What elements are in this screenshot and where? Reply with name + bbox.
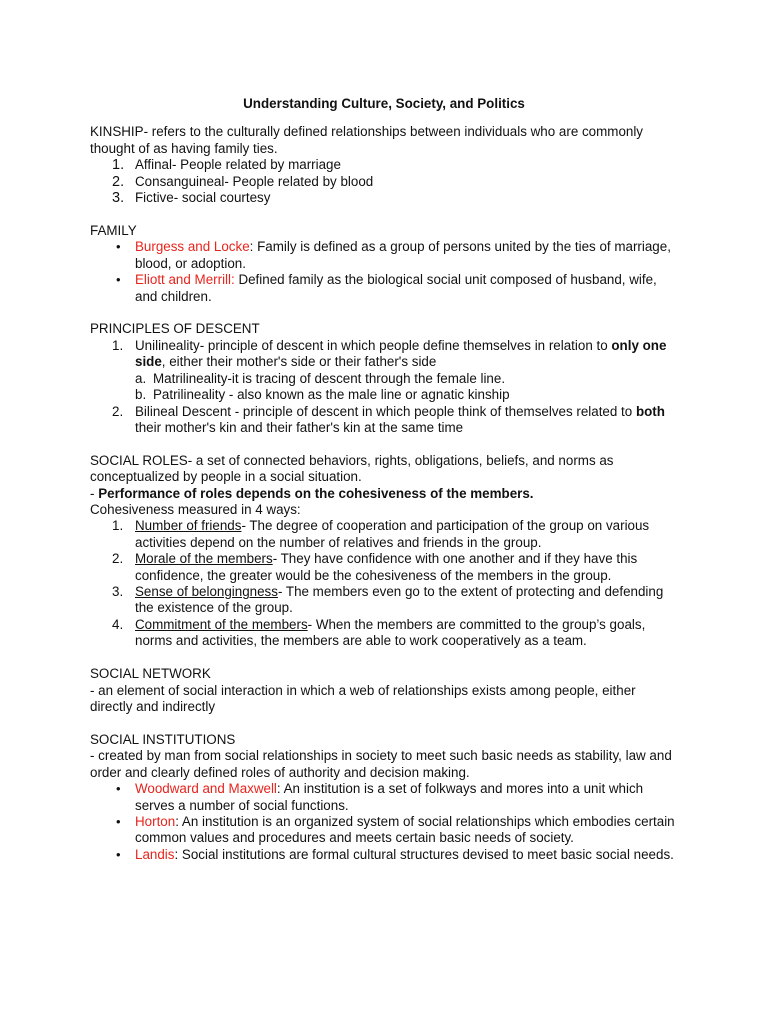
list-item [90, 584, 678, 617]
list-number: 2. [112, 173, 125, 190]
cohesiveness-list [90, 518, 678, 649]
bullet-icon: • [116, 813, 121, 829]
kinship-intro: KINSHIP- refers to the culturally defined relationships between individuals who are commonly thought of as having family ties. [90, 124, 644, 156]
roles-section [90, 453, 678, 650]
institutions-list [90, 781, 678, 863]
list-item [90, 551, 678, 584]
list-item-text: Affinal- People related by marriage [135, 157, 341, 173]
bullet-icon: • [116, 846, 121, 862]
institutions-heading: SOCIAL INSTITUTIONS [90, 731, 236, 747]
term-text: Morale of the members [135, 551, 273, 567]
list-item-text: Bilineal Descent - principle of descent in which people think of themselves related to [135, 403, 636, 419]
family-list [90, 239, 678, 305]
list-number: 3. [112, 190, 125, 207]
list-item [90, 814, 678, 847]
list-letter: a. [135, 370, 147, 386]
descent-list-cont [90, 404, 678, 437]
list-item-text: - When the members are committed to the group’s goals, norms and activities, the members are able to work cooperatively as a team. [135, 616, 646, 649]
definition-text: Defined family as the biological social unit composed of husband, wife, and children. [135, 272, 657, 304]
dash-text: - [90, 485, 99, 501]
roles-intro: SOCIAL ROLES- a set of connected behaviors, rights, obligations, beliefs, and norms as conceptualized by people in a social situation. [90, 452, 614, 485]
descent-sublist [90, 371, 678, 404]
bullet-icon: • [116, 781, 121, 797]
term-text: Number of friends [135, 518, 242, 534]
term-text: Sense of belongingness [135, 584, 278, 600]
emphasis-text: only one side [135, 337, 667, 370]
list-item-text: their mother's kin and their father's kin at the same time [135, 419, 464, 435]
list-item [90, 157, 678, 173]
author-name: Woodward and Maxwell [135, 781, 277, 797]
author-name: Eliott and Merrill: [135, 272, 235, 288]
list-item-text: Unilineality- principle of descent in which people define themselves in relation to [135, 337, 612, 353]
sub-list-item [90, 371, 678, 387]
sub-list-item [90, 387, 678, 403]
list-number: 4. [112, 616, 124, 632]
list-item-text: - The degree of cooperation and participation of the group on various activities depend on the number of relatives and friends in the group. [135, 518, 650, 550]
definition-text: : An institution is an organized system of social relationships which embodies certain common values and procedures and meets certain basic needs of society. [135, 813, 675, 846]
cohesiveness-line: Cohesiveness measured in 4 ways: [90, 502, 301, 518]
list-item [90, 272, 678, 305]
list-item [90, 847, 678, 863]
institutions-section [90, 732, 678, 863]
list-item [90, 190, 678, 206]
list-item-text: Consanguineal- People related by blood [135, 173, 374, 189]
list-item [90, 174, 678, 190]
descent-heading: PRINCIPLES OF DESCENT [90, 321, 260, 337]
list-number: 1. [112, 157, 125, 174]
list-item [90, 404, 678, 437]
network-heading: SOCIAL NETWORK [90, 666, 211, 682]
list-number: 1. [112, 337, 124, 353]
kinship-list [90, 157, 678, 206]
list-item-text: , either their mother's side or their father's side [161, 354, 437, 370]
network-section [90, 666, 678, 715]
definition-text: : Family is defined as a group of persons united by the ties of marriage, blood, or adoption. [135, 239, 671, 271]
term-text: Commitment of the members [135, 616, 308, 632]
definition-text: : An institution is a set of folkways and mores into a unit which serves a number of social functions. [135, 781, 644, 813]
list-item-text: Patrilineality - also known as the male line or agnatic kinship [153, 387, 510, 403]
list-item-text: Fictive- social courtesy [135, 190, 271, 206]
roles-key-line [90, 486, 678, 502]
list-item-text: Matrilineality-it is tracing of descent through the female line. [153, 370, 506, 386]
family-heading: FAMILY [90, 222, 137, 238]
family-section [90, 223, 678, 305]
author-name: Landis [135, 846, 175, 862]
list-letter: b. [135, 387, 147, 403]
list-item [90, 338, 678, 371]
descent-section [90, 321, 678, 436]
bullet-icon: • [116, 239, 121, 255]
author-name: Burgess and Locke [135, 239, 250, 255]
kinship-section [90, 124, 678, 206]
list-item-text: - They have confidence with one another and if they have this confidence, the greater would be the cohesiveness of the members in the group. [135, 551, 638, 583]
list-item [90, 617, 678, 650]
bullet-icon: • [116, 272, 121, 288]
list-number: 2. [112, 403, 124, 419]
list-item [90, 518, 678, 551]
list-item [90, 781, 678, 814]
list-number: 3. [112, 584, 124, 600]
list-item [90, 239, 678, 272]
emphasis-text: both [635, 403, 665, 419]
emphasis-text: Performance of roles depends on the cohesiveness of the members. [98, 485, 534, 501]
descent-list [90, 338, 678, 371]
list-item-text: - The members even go to the extent of protecting and defending the existence of the group. [135, 584, 664, 616]
network-text: - an element of social interaction in which a web of relationships exists among people, either directly and indirectly [90, 682, 636, 714]
definition-text: : Social institutions are formal cultural structures devised to meet basic social needs. [174, 846, 674, 862]
list-number: 2. [112, 551, 124, 567]
institutions-text: - created by man from social relationships in society to meet such basic needs as stability, law and order and clearly defined roles of authority and decision making. [90, 748, 672, 780]
author-name: Horton [135, 813, 176, 829]
page-title: Understanding Culture, Society, and Politics [243, 96, 525, 111]
list-number: 1. [112, 518, 124, 534]
